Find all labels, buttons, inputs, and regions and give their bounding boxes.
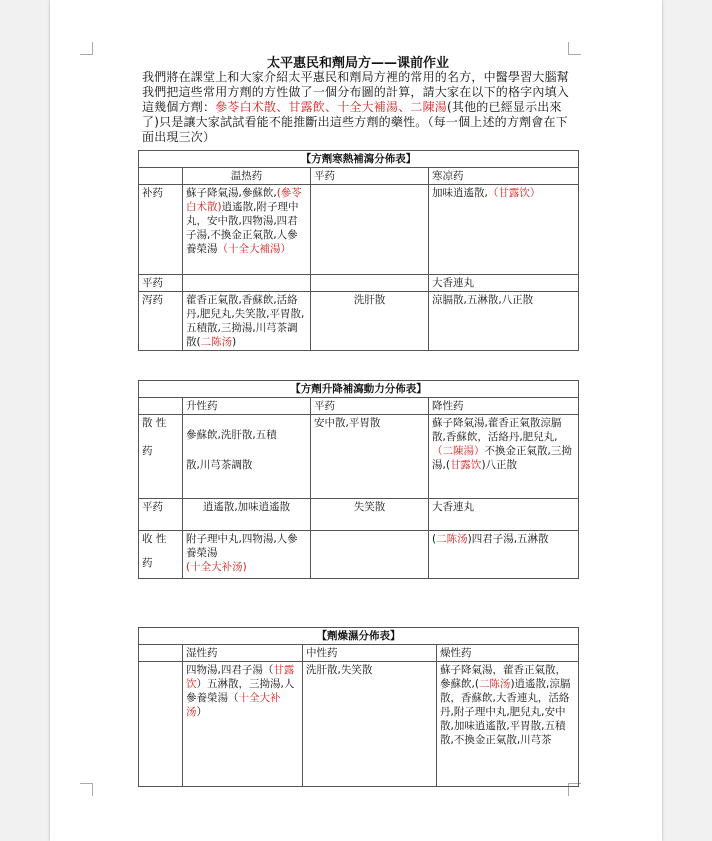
answer-text: (十全大补汤) (186, 561, 247, 573)
cell-warm (183, 275, 311, 292)
header-cell: 平药 (311, 398, 429, 415)
cold-hot-table (138, 150, 579, 351)
ascend-descend-table (138, 380, 579, 579)
answer-text: 甘露饮 (186, 664, 295, 690)
cell-neutral: 失笑散 (311, 499, 429, 531)
header-cell (139, 168, 183, 185)
table-caption: 【方劑升降補瀉動力分佈表】 (139, 381, 579, 398)
header-cell: 升性药 (183, 398, 311, 415)
header-cell: 燥性药 (437, 645, 579, 662)
table-row (139, 415, 579, 499)
intro-paragraph (142, 70, 576, 145)
answer-text: 二陈汤 (436, 533, 468, 545)
table-row (139, 185, 579, 275)
cell-neutral: 安中散,平胃散 (311, 415, 429, 499)
answer-text: 甘露饮 (449, 459, 482, 471)
row-label: 平药 (139, 499, 183, 531)
table-caption: 【方劑寒熱補瀉分佈表】 (139, 151, 579, 168)
row-label: 泻药 (139, 292, 183, 351)
cell-neutral: 洗肝散 (311, 292, 429, 351)
cell-up: 附子理中丸,四物湯,人參養榮湯 (十全大补汤) (183, 531, 311, 579)
table-caption: 【劑燥濕分佈表】 (139, 628, 579, 645)
row-label: 平药 (139, 275, 183, 292)
answer-text: （二陳湯） (432, 445, 485, 457)
cell-up: 逍遙散,加味逍遙散 (183, 499, 311, 531)
intro-text-1: 我們將在課堂上和大家介紹太平惠民和劑局方裡的常用的名方，中醫學習大腦幫我們把這些常用方劑的方性做了一個分布圖的計算，請大家在以下的格字內填入這幾個方劑： (142, 70, 570, 114)
row-label: 补药 (139, 185, 183, 275)
answer-text: 二陈汤 (200, 336, 233, 348)
row-label: 收 性 药 (139, 531, 183, 579)
intro-formula-list: 參苓白术散、甘露飲、十全大補湯、二陳湯 (215, 100, 448, 114)
table-row (139, 531, 579, 579)
cell-cold: 涼膈散,五淋散,八正散 (429, 292, 579, 351)
header-cell: 平药 (311, 168, 429, 185)
cell-neutral (311, 185, 429, 275)
header-cell: 中性药 (303, 645, 437, 662)
cell-down: 大香連丸 (429, 499, 579, 531)
cell-down: (二陈汤)四君子湯,五淋散 (429, 531, 579, 579)
cell-wet: 四物湯,四君子湯（甘露饮）五淋散，三拗湯,人參養榮湯（十全大补汤） (183, 662, 303, 787)
cell-neutral: 洗肝散,失笑散 (303, 662, 437, 787)
dry-damp-table (138, 627, 579, 787)
row-label: 散 性 药 (139, 415, 183, 499)
cell-cold: 加味逍遙散,（甘露饮） (429, 185, 579, 275)
header-cell (139, 645, 183, 662)
answer-text: （十全大補湯） (217, 243, 291, 255)
row-label (139, 662, 183, 787)
cell-warm: 藿香正氣散,香蘇飲,活絡丹,肥兒丸,失笑散,平胃散,五積散,三拗湯,川芎茶調散(二陈汤) (183, 292, 311, 351)
table-row (139, 499, 579, 531)
table-row (139, 292, 579, 351)
answer-text: （甘露饮） (487, 187, 541, 199)
cell-neutral (311, 275, 429, 292)
header-cell: 寒凉药 (429, 168, 579, 185)
header-cell: 湿性药 (183, 645, 303, 662)
answer-text: 十全大补汤 (186, 692, 281, 718)
table-row (139, 275, 579, 292)
crop-mark-top-left (80, 42, 93, 55)
header-cell: 降性药 (429, 398, 579, 415)
cell-neutral (311, 531, 429, 579)
cell-up: 參蘇飲,洗肝散,五積 散,川芎茶調散 (183, 415, 311, 499)
cell-cold: 大香連丸 (429, 275, 579, 292)
cell-warm: 蘇子降氣湯,參蘇飲,(參苓白术散)逍遙散,附子理中丸，安中散,四物湯,四君子湯,不換金正氣散,人參養榮湯（十全大補湯） (183, 185, 311, 275)
crop-mark-bottom-left (80, 783, 93, 796)
cell-dry: 蘇子降氣湯，藿香正氣散，參蘇飲,(二陈汤)逍遙散,涼膈散，香蘇飲,大香連丸，活絡丹,附子理中丸,肥兒丸,安中散,加味逍遙散,平胃散,五積散,不換金正氣散,川芎茶 (437, 662, 579, 787)
header-cell: 温热药 (183, 168, 311, 185)
table-row (139, 662, 579, 787)
answer-text: 二陈汤 (478, 678, 511, 690)
document-title: 太平惠民和劑局方——课前作业 (266, 56, 449, 71)
header-cell (139, 398, 183, 415)
answer-text: (參苓白术散) (186, 187, 302, 213)
cell-down: 蘇子降氣湯,藿香正氣散涼膈散,香蘇飲，活絡丹,肥兒丸,（二陳湯）不換金正氣散,三拗湯,(甘露饮)八正散 (429, 415, 579, 499)
intro-text-2: (其他的已經显示出來了)只是讓大家試試看能不能推斷出這些方劑的藥性。（每一個上述的方劑會在下面出現三次） (142, 100, 568, 144)
